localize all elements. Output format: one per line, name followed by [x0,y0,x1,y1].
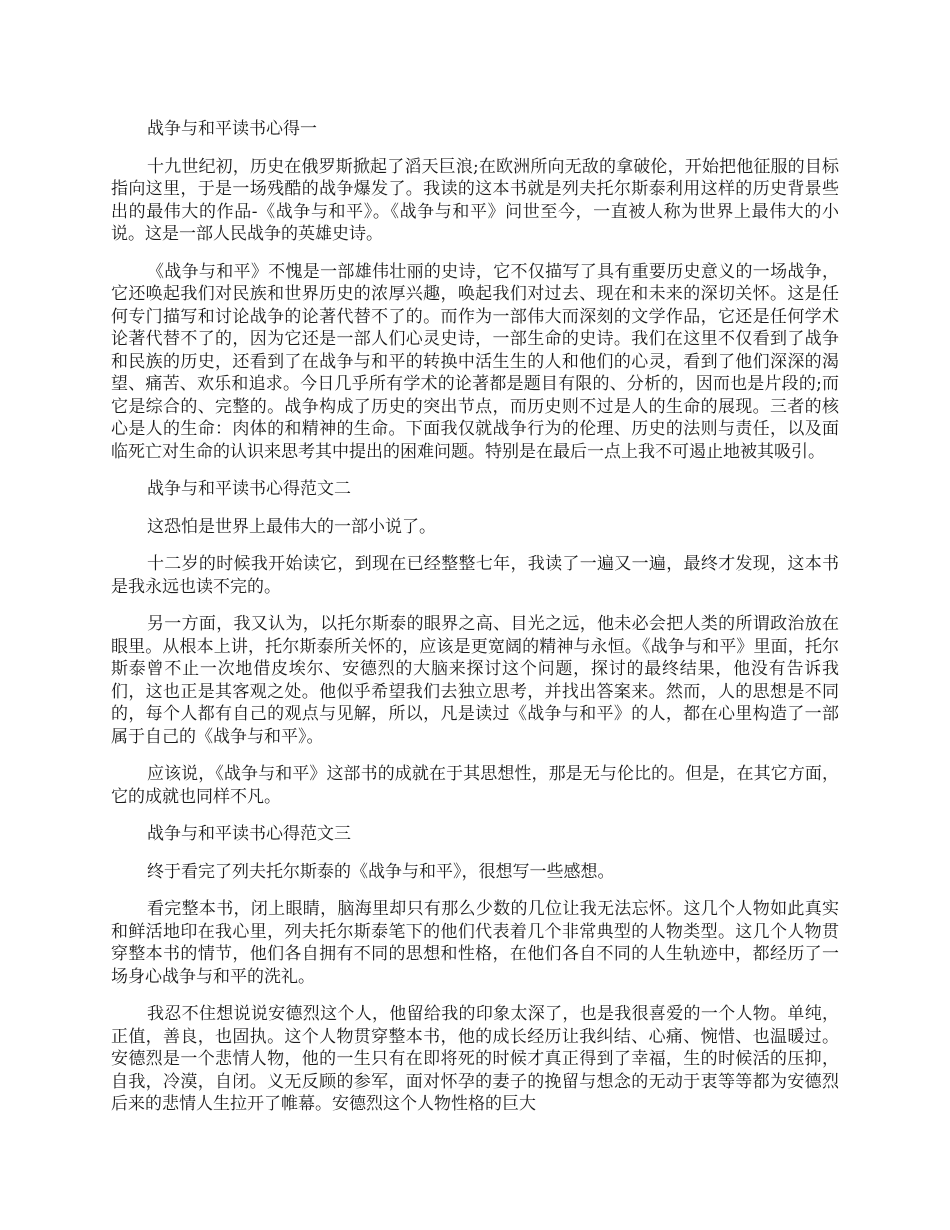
section-heading-2: 战争与和平读书心得范文二 [147,479,351,499]
paragraph: 看完整本书，闭上眼睛，脑海里却只有那么少数的几位让我无法忘怀。这几个人物如此真实和鲜活地印在我心里，列夫托尔斯泰笔下的他们代表着几个非常典型的人物类型。这几个人物贯穿整本书的情节，他们各自拥有不同的思想和性格，在他们各自不同的人生轨迹中，都经历了一场身心战争与和平的洗礼。 [111,899,839,987]
paragraph: 应该说，《战争与和平》这部书的成就在于其思想性，那是无与伦比的。但是，在其它方面，它的成就也同样不凡。 [111,764,839,807]
paragraph: 《战争与和平》不愧是一部雄伟壮丽的史诗，它不仅描写了具有重要历史意义的一场战争，它还唤起我们对民族和世界历史的浓厚兴趣，唤起我们对过去、现在和未来的深切关怀。这是任何专门描写和讨论战争的论著代替不了的。而作为一部伟大而深刻的文学作品，它还是任何学术论著代替不了的，因为它还是一部人们心灵史诗，一部生命的史诗。我们在这里不仅看到了战争和民族的历史，还看到了在战争与和平的转换中活生生的人和他们的心灵，看到了他们深深的渴望、痛苦、欢乐和追求。今日几乎所有学术的论著都是题目有限的、分析的，因而也是片段的;而它是综合的、完整的。战争构成了历史的突出节点，而历史则不过是人的生命的展现。三者的核心是人的生命：肉体的和精神的生命。下面我仅就战争行为的伦理、历史的法则与责任，以及面临死亡对生命的认识来思考其中提出的困难问题。特别是在最后一点上我不可遏止地被其吸引。 [111,261,839,462]
paragraph: 十九世纪初，历史在俄罗斯掀起了滔天巨浪;在欧洲所向无敌的拿破伦，开始把他征服的目标指向这里，于是一场残酷的战争爆发了。我读的这本书就是列夫托尔斯泰利用这样的历史背景些出的最伟大的作品-《战争与和平》。《战争与和平》问世至今，一直被人称为世界上最伟大的小说。这是一部人民战争的英雄史诗。 [111,156,839,244]
paragraph: 这恐怕是世界上最伟大的一部小说了。 [147,516,436,537]
paragraph: 另一方面，我又认为，以托尔斯泰的眼界之高、目光之远，他未必会把人类的所谓政治放在眼里。从根本上讲，托尔斯泰所关怀的，应该是更宽阔的精神与永恒。《战争与和平》里面，托尔斯泰曾不止一次地借皮埃尔、安德烈的大脑来探讨这个问题，探讨的最终结果，他没有告诉我们，这也正是其客观之处。他似乎希望我们去独立思考，并找出答案来。然而，人的思想是不同的，每个人都有自己的观点与见解，所以，凡是读过《战争与和平》的人，都在心里构造了一部属于自己的《战争与和平》。 [111,614,839,747]
paragraph: 我忍不住想说说安德烈这个人，他留给我的印象太深了，也是我很喜爱的一个人物。单纯，正值，善良，也固执。这个人物贯穿整本书，他的成长经历让我纠结、心痛、惋惜、也温暖过。安德烈是一个悲情人物，他的一生只有在即将死的时候才真正得到了幸福，生的时候活的压抑，自我，冷漠，自闭。义无反顾的参军，面对怀孕的妻子的挽留与想念的无动于衷等等都为安德烈后来的悲情人生拉开了帷幕。安德烈这个人物性格的巨大 [111,1004,839,1114]
section-heading-3: 战争与和平读书心得范文三 [147,824,351,844]
paragraph: 十二岁的时候我开始读它，到现在已经整整七年，我读了一遍又一遍，最终才发现，这本书是我永远也读不完的。 [111,554,839,597]
paragraph: 终于看完了列夫托尔斯泰的《战争与和平》，很想写一些感想。 [147,861,615,882]
section-heading-1: 战争与和平读书心得一 [147,119,317,139]
document-page [111,118,839,1131]
